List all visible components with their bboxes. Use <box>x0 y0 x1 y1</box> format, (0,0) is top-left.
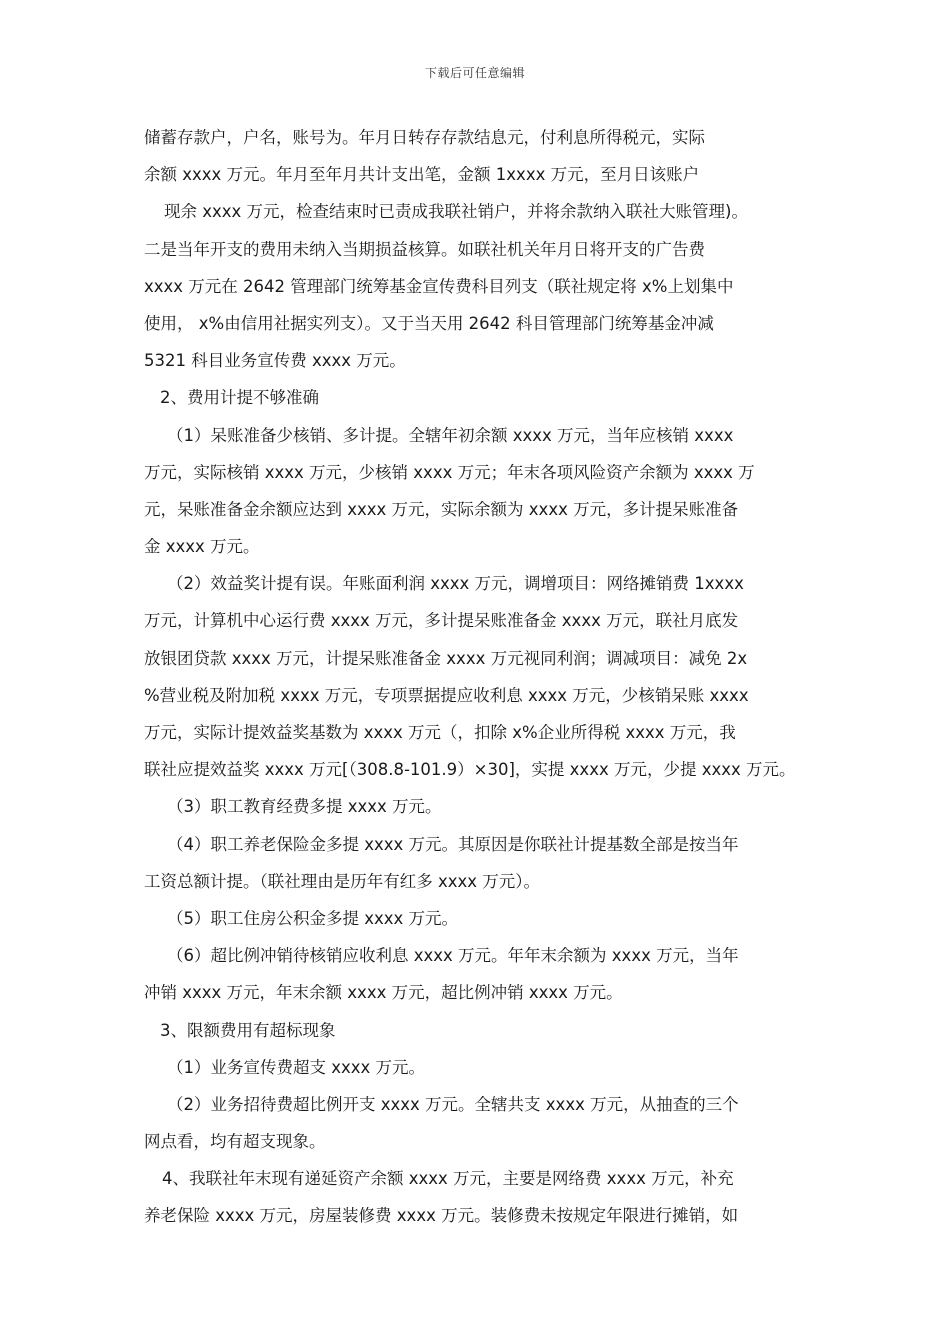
text-line: 放银团贷款 xxxx 万元，计提呆账准备金 xxxx 万元视同利润；调减项目：减免 2x <box>144 648 748 668</box>
text-line: （2）业务招待费超比例开支 xxxx 万元。全辖共支 xxxx 万元，从抽查的三个 <box>167 1094 739 1114</box>
section-heading: 4、我联社年末现有递延资产余额 xxxx 万元，主要是网络费 xxxx 万元，补充 <box>162 1169 734 1189</box>
text-line: （5）职工住房公积金多提 xxxx 万元。 <box>167 908 459 928</box>
text-line: 5321 科目业务宣传费 xxxx 万元。 <box>144 351 406 371</box>
text-line: 金 xxxx 万元。 <box>144 537 260 557</box>
text-line: （4）职工养老保险金多提 xxxx 万元。其原因是你联社计提基数全部是按当年 <box>167 834 739 854</box>
text-line: （3）职工教育经费多提 xxxx 万元。 <box>167 797 442 817</box>
text-line: 养老保险 xxxx 万元，房屋装修费 xxxx 万元。装修费未按规定年限进行摊销，如 <box>144 1206 739 1226</box>
text-line: 使用， x%由信用社据实列支）。又于当天用 2642 科目管理部门统筹基金冲减 <box>144 313 714 333</box>
text-line: 余额 xxxx 万元。年月至年月共计支出笔，金额 1xxxx 万元，至月日该账户 <box>144 165 700 185</box>
text-line: （2）效益奖计提有误。年账面利润 xxxx 万元，调增项目：网络摊销费 1xxxx <box>167 574 744 594</box>
section-heading: 3、限额费用有超标现象 <box>160 1020 336 1040</box>
text-line: 二是当年开支的费用未纳入当期损益核算。如联社机关年月日将开支的广告费 <box>144 239 705 259</box>
text-line: xxxx 万元在 2642 管理部门统筹基金宣传费科目列支（联社规定将 x%上划集中 <box>144 276 734 296</box>
text-line: 元，呆账准备金余额应达到 xxxx 万元，实际余额为 xxxx 万元，多计提呆账准备 <box>144 499 739 519</box>
text-line: 网点看，均有超支现象。 <box>144 1132 326 1152</box>
text-line: （1）呆账准备少核销、多计提。全辖年初余额 xxxx 万元，当年应核销 xxxx <box>167 425 734 445</box>
text-line: 万元，实际核销 xxxx 万元，少核销 xxxx 万元；年末各项风险资产余额为 xxxx 万 <box>144 462 755 482</box>
text-line: 现余 xxxx 万元，检查结束时已责成我联社销户，并将余款纳入联社大账管理)。 <box>164 202 748 222</box>
document-body <box>144 119 816 1235</box>
page-header-note: 下载后可任意编辑 <box>424 66 525 80</box>
text-line: （6）超比例冲销待核销应收利息 xxxx 万元。年年末余额为 xxxx 万元，当年 <box>167 946 739 966</box>
section-heading: 2、费用计提不够准确 <box>160 388 319 408</box>
text-line: 联社应提效益奖 xxxx 万元[（308.8-101.9）×30]，实提 xxxx 万元，少提 xxxx 万元。 <box>144 760 796 780</box>
text-line: 储蓄存款户，户名，账号为。年月日转存存款结息元，付利息所得税元，实际 <box>144 128 705 147</box>
text-line: %营业税及附加税 xxxx 万元，专项票据提应收利息 xxxx 万元，少核销呆账 xxxx <box>144 685 749 705</box>
text-line: 工资总额计提。（联社理由是历年有红多 xxxx 万元）。 <box>144 871 541 891</box>
text-line: （1）业务宣传费超支 xxxx 万元。 <box>167 1057 426 1077</box>
text-line: 冲销 xxxx 万元，年末余额 xxxx 万元，超比例冲销 xxxx 万元。 <box>144 983 623 1003</box>
text-line: 万元，计算机中心运行费 xxxx 万元，多计提呆账准备金 xxxx 万元，联社月底发 <box>144 611 739 631</box>
text-line: 万元，实际计提效益奖基数为 xxxx 万元（，扣除 x%企业所得税 xxxx 万元，我 <box>144 723 736 742</box>
